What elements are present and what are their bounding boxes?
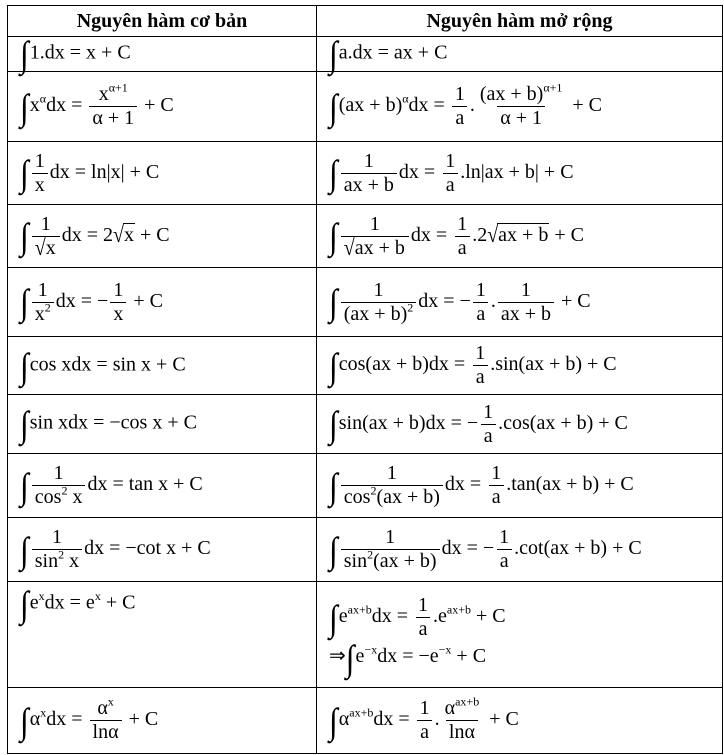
table-row xyxy=(8,37,723,72)
integral-sign: ∫ xyxy=(329,281,338,323)
header-extended: Nguyên hàm mở rộng xyxy=(317,6,723,37)
integral-sign: ∫ xyxy=(20,215,29,257)
formula-basic-6: ∫cos xdx = sin x + C xyxy=(8,337,317,395)
formula-extended-1: ∫a.dx = ax + C xyxy=(317,37,723,72)
formula-basic-7: ∫sin xdx = −cos x + C xyxy=(8,395,317,454)
fraction: $\frac{1}{x}$ xyxy=(110,280,126,325)
formula-extended-4: ∫ $\frac{1}{√ax + b}$ dx = $\frac{1}{a}$ .2√ax + b + C xyxy=(317,205,723,268)
header-basic: Nguyên hàm cơ bản xyxy=(8,6,317,37)
formula-extended-9: ∫ $\frac{1}{\sin^2(ax + b)}$ dx = − $\frac{1}{a}$ .cot(ax + b) + C xyxy=(317,518,723,582)
formula-extended-7: ∫sin(ax + b)dx = − $\frac{1}{a}$ .cos(ax + b) + C xyxy=(317,395,723,454)
fraction: $\frac{1}{\sin^2(ax + b)}$ xyxy=(341,527,440,572)
integral-sign: ∫ xyxy=(329,597,338,639)
integral-sign: ∫ xyxy=(20,152,29,194)
fraction: $\frac{1}{√x}$ xyxy=(32,214,60,259)
fraction: $\frac{1}{a}$ xyxy=(472,343,488,388)
integral-sign: ∫ xyxy=(329,344,338,387)
formula-extended-5: ∫ $\frac{1}{(ax + b)^2}$ dx = − $\frac{1}{a}$ . $\frac{1}{ax + b}$ + C xyxy=(317,268,723,337)
fraction: $\frac{\alpha^x}{\ln\alpha}$ xyxy=(90,698,122,743)
fraction: $\frac{1}{x^2}$ xyxy=(32,280,54,325)
fraction: $\frac{x^{\alpha+1}}{\alpha + 1}$ xyxy=(89,84,137,129)
table-row xyxy=(8,688,723,754)
formula-extended-2: ∫(ax + b)$^\alpha$dx = $\frac{1}{a}$ . $\frac{(ax + b)^{\alpha+1}}{\alpha + 1}$ + C xyxy=(317,72,723,142)
fraction: $\frac{1}{a}$ xyxy=(415,595,431,640)
integral-sign: ∫ xyxy=(329,215,338,257)
table-row xyxy=(8,337,723,395)
integral-sign: ∫ xyxy=(329,403,338,445)
formula-basic-8: ∫ $\frac{1}{\cos^2 x}$ dx = tan x + C xyxy=(8,454,317,518)
table-row xyxy=(8,72,723,142)
integral-sign: ∫ xyxy=(345,637,355,679)
formula-basic-11: $\int\alpha^xdx$ = $\frac{\alpha^x}{\ln\alpha}$ + C xyxy=(8,688,317,754)
table-row xyxy=(8,395,723,454)
integral-sign: ∫ xyxy=(329,528,338,571)
fraction: $\frac{1}{a}$ xyxy=(473,280,489,325)
integral-sign: ∫ xyxy=(20,464,29,507)
formula-basic-5: ∫ $\frac{1}{x^2}$ dx = − $\frac{1}{x}$ + C xyxy=(8,268,317,337)
integral-sign: ∫ xyxy=(329,152,338,194)
fraction: $\frac{1}{\cos^2 x}$ xyxy=(32,463,86,508)
table-row xyxy=(8,518,723,582)
fraction: $\alpha^{ax+b}$ lnα xyxy=(444,694,480,743)
fraction: $\frac{1}{a}$ xyxy=(417,698,433,743)
fraction: $\frac{1}{x}$ xyxy=(32,151,48,196)
implies-symbol: ⇒ xyxy=(329,645,346,668)
fraction: $\frac{1}{a}$ xyxy=(496,527,512,572)
integral-sign: ∫ xyxy=(20,403,29,445)
table-header-row xyxy=(8,6,723,37)
formula-extended-10 xyxy=(317,582,723,688)
formula-extended-8: ∫ $\frac{1}{\cos^2(ax + b)}$ dx = $\frac{1}{a}$ .tan(ax + b) + C xyxy=(317,454,723,518)
fraction: $\frac{1}{a}$ xyxy=(454,214,470,259)
fraction: $\frac{1}{a}$ xyxy=(452,84,468,129)
formula-basic-1: ∫1.dx = x + C xyxy=(8,37,317,72)
fraction: $\frac{1}{(ax + b)^2}$ xyxy=(341,280,416,325)
formula-basic-2: $\int x^\alpha dx$ = $\frac{x^{\alpha+1}}{\alpha + 1}$ + C xyxy=(8,72,317,142)
fraction: $\frac{1}{\sin^2 x}$ xyxy=(32,527,82,572)
integral-sign: ∫ xyxy=(20,528,29,571)
table-row xyxy=(8,268,723,337)
formula-extended-11: $\int\alpha^{ax+b}dx$ = $\frac{1}{a}$ . $\alpha^{ax+b}$ lnα + C xyxy=(317,688,723,754)
integral-sign: ∫ xyxy=(20,344,29,387)
formula-basic-9: ∫ $\frac{1}{\sin^2 x}$ dx = −cot x + C xyxy=(8,518,317,582)
fraction: $\frac{1}{a}$ xyxy=(488,463,504,508)
integral-sign: ∫ xyxy=(20,699,29,742)
integral-sign: ∫ xyxy=(20,33,29,75)
integral-sign: ∫ xyxy=(329,699,338,742)
fraction: $\frac{1}{a}$ xyxy=(480,402,496,447)
formula-basic-10: $\int e^xdx = e^x + C$ xyxy=(8,582,317,688)
formula-extended-10b: $\Rightarrow\int e^{-x}dx = -e^{-x} + C$ xyxy=(329,637,487,679)
formula-basic-3: ∫ $\frac{1}{x}$ dx = ln|x| + C xyxy=(8,142,317,205)
integral-sign: ∫ xyxy=(20,281,29,323)
table-row xyxy=(8,205,723,268)
integral-sign: ∫ xyxy=(329,464,338,507)
integral-sign: ∫ xyxy=(20,583,29,625)
integral-sign: ∫ xyxy=(329,85,338,128)
table-row xyxy=(8,142,723,205)
fraction: $\frac{1}{\cos^2(ax + b)}$ xyxy=(341,463,443,508)
table-row xyxy=(8,582,723,688)
fraction: $\frac{1}{ax + b}$ xyxy=(341,151,397,196)
fraction: $\frac{1}{a}$ xyxy=(442,151,458,196)
integral-sign: ∫ xyxy=(20,85,29,128)
fraction: $\frac{1}{ax + b}$ xyxy=(498,280,554,325)
formula-extended-6: ∫cos(ax + b)dx = $\frac{1}{a}$ .sin(ax + b) + C xyxy=(317,337,723,395)
fraction: $\frac{1}{√ax + b}$ xyxy=(341,214,409,259)
formula-basic-4: ∫ $\frac{1}{√x}$ dx = 2√x + C xyxy=(8,205,317,268)
table-row xyxy=(8,454,723,518)
formula-extended-10a: $\int e^{ax+b}dx$ = $\frac{1}{a}$ $.e^{ax+b} + C$ xyxy=(329,594,506,641)
integral-sign: ∫ xyxy=(329,33,338,75)
fraction: $\frac{(ax + b)^{\alpha+1}}{\alpha + 1}$ xyxy=(479,80,563,129)
formula-extended-3: ∫ $\frac{1}{ax + b}$ dx = $\frac{1}{a}$ .ln|ax + b| + C xyxy=(317,142,723,205)
antiderivative-table xyxy=(7,5,723,754)
